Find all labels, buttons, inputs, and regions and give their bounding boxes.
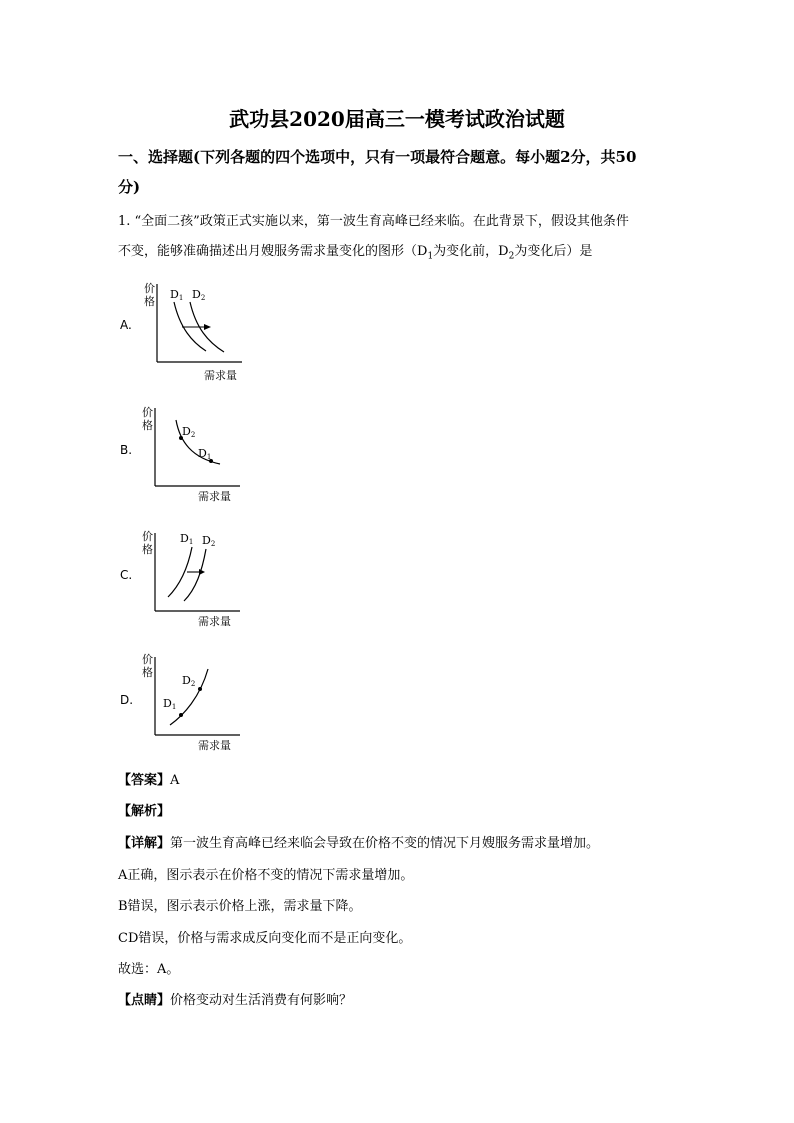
x-axis-label: 需求量 — [198, 615, 231, 628]
curve-label-2: D1 — [198, 447, 212, 461]
answer-tag: 【答案】 — [118, 773, 171, 788]
option-b-graph — [140, 402, 250, 507]
detail-line — [118, 832, 599, 851]
question-stem-line2: 不变，能够准确描述出月嫂服务需求量变化的图形（$D_1$为变化前，$D_2$为变化后）是 — [118, 244, 593, 262]
x-axis-label: 需求量 — [198, 739, 231, 752]
curve-label-1: D1 — [180, 532, 194, 546]
x-axis-label: 需求量 — [198, 490, 231, 503]
tip-line — [118, 989, 352, 1008]
final-choice-line: 故选：A。 — [118, 962, 180, 977]
option-c-graph — [140, 527, 250, 632]
option-d-graph — [140, 651, 250, 756]
tip-tag: 【点睛】 — [118, 993, 171, 1008]
answer-value: A — [170, 773, 180, 788]
y-axis-label-top: 价 — [142, 406, 153, 419]
page-title: 武功县2020届高三一模考试政治试题 — [229, 107, 565, 131]
curve-label-1: D2 — [182, 425, 196, 439]
curve-label-2: D2 — [192, 288, 206, 302]
curve-label-1: D2 — [182, 674, 196, 688]
point-d2 — [198, 687, 202, 691]
curve-d2 — [184, 549, 206, 601]
y-axis-label-top: 价 — [144, 282, 155, 295]
y-axis-label-bottom: 格 — [142, 543, 153, 556]
y-axis-label-top: 价 — [142, 530, 153, 543]
option-a-label: A. — [120, 318, 132, 332]
detail-text: 第一波生育高峰已经来临会导致在价格不变的情况下月嫂服务需求量增加。 — [170, 836, 600, 851]
tip-text: 价格变动对生活消费有何影响？ — [170, 993, 353, 1008]
curve-label-2: D1 — [163, 697, 177, 711]
explanation-line-cd: CD错误，价格与需求成反向变化而不是正向变化。 — [118, 931, 412, 946]
y-axis-label-bottom: 格 — [142, 419, 153, 432]
x-axis-label: 需求量 — [204, 369, 237, 382]
detail-tag: 【详解】 — [118, 836, 171, 851]
curve-label-2: D2 — [202, 534, 216, 548]
answer-line — [118, 769, 179, 788]
analysis-tag: 【解析】 — [118, 804, 171, 819]
explanation-line-b: B错误，图示表示价格上涨，需求量下降。 — [118, 899, 362, 914]
option-c-label: C. — [120, 568, 133, 582]
curve-label-1: D1 — [170, 288, 184, 302]
option-a-graph — [140, 278, 250, 383]
option-d-label: D. — [120, 693, 134, 707]
arrow-head — [204, 324, 211, 330]
question-stem-line1: 1. “全面二孩”政策正式实施以来，第一波生育高峰已经来临。在此背景下，假设其他条件 — [118, 214, 629, 229]
y-axis-label-bottom: 格 — [144, 295, 155, 308]
point-d1 — [179, 713, 183, 717]
option-b-label: B. — [120, 443, 133, 457]
y-axis-label-top: 价 — [142, 653, 153, 666]
arrow-head — [199, 569, 205, 575]
explanation-line-a: A正确，图示表示在价格不变的情况下需求量增加。 — [118, 868, 414, 883]
y-axis-label-bottom: 格 — [142, 666, 153, 679]
section-heading-line1: 一、选择题(下列各题的四个选项中，只有一项最符合题意。每小题2分，共50 — [118, 148, 637, 166]
section-heading-line2: 分) — [118, 178, 141, 196]
